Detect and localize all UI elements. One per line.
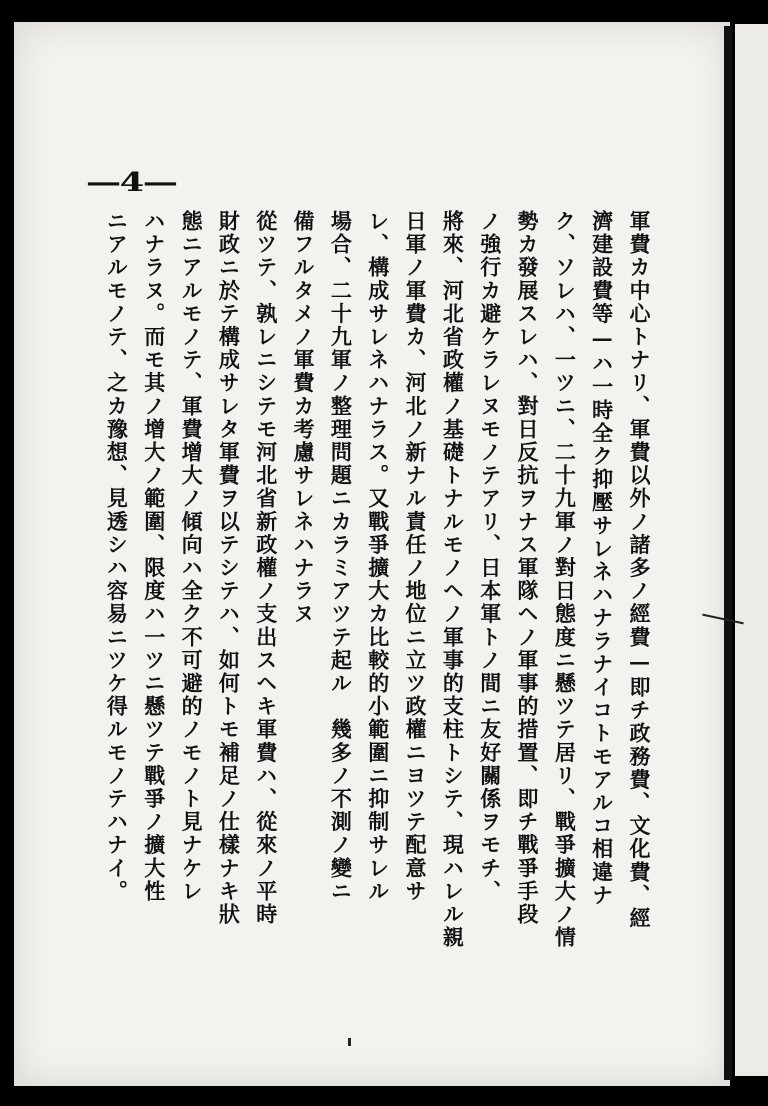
text-column: レ、構成サレネハナラス。又戰爭擴大カ比較的小範圍ニ抑制サレル <box>365 210 391 903</box>
text-column: 日軍ノ軍費カ、河北ノ新ナル責任ノ地位ニ立ツ政權ニヨツテ配意サ <box>403 210 429 903</box>
text-column: 軍費カ中心トナリ、軍費以外ノ諸多ノ經費—即チ政務費、文化費、經 <box>627 210 652 931</box>
page-number: —4— <box>86 168 177 198</box>
text-column: ニアルモノテ、之カ豫想、見透シハ容易ニツケ得ルモノテハナイ。 <box>104 210 130 903</box>
text-column: 場合、二十九軍ノ整理問題ニカラミアツテ起ル 幾多ノ不測ノ變ニ <box>328 210 354 903</box>
text-column: 勢カ發展スレハ、對日反抗ヲナス軍隊ヘノ軍事的措置、即チ戰爭手段 <box>515 210 541 927</box>
text-column: 財政ニ於テ構成サレタ軍費ヲ以テシテハ、如何トモ補足ノ仕樣ナキ狀 <box>216 210 242 927</box>
binding-edge <box>724 26 732 1080</box>
text-column: 備フルタメノ軍費カ考慮サレネハナラヌ <box>291 210 317 626</box>
vertical-text-block <box>100 210 660 1010</box>
text-column: 將來、河北省政權ノ基礎トナルモノヘノ軍事的支柱トシテ、現ハレル親 <box>440 210 466 950</box>
text-column: ノ強行カ避ケラレヌモノテアリ、日本軍トノ間ニ友好關係ヲモチ、 <box>477 210 503 903</box>
text-column: 從ツテ、孰レニシテモ河北省新政權ノ支出スヘキ軍費ハ、從來ノ平時 <box>253 210 279 927</box>
adjacent-page-strip <box>735 24 768 1076</box>
text-column: ハナラヌ。而モ其ノ增大ノ範圍、限度ハ一ツニ懸ツテ戰爭ノ擴大性 <box>141 210 167 903</box>
ink-speck <box>348 1038 351 1046</box>
text-column: ク、ソレハ、一ツニ、二十九軍ノ對日態度ニ懸ツテ居リ、戰爭擴大ノ情 <box>552 210 578 950</box>
text-column: 態ニアルモノテ、軍費增大ノ傾向ハ全ク不可避的ノモノト見ナケレ <box>179 210 205 903</box>
text-column: 濟建設費等—ハ一時全ク抑壓サレネハナラナイコトモアルコ相違ナ <box>589 210 615 907</box>
